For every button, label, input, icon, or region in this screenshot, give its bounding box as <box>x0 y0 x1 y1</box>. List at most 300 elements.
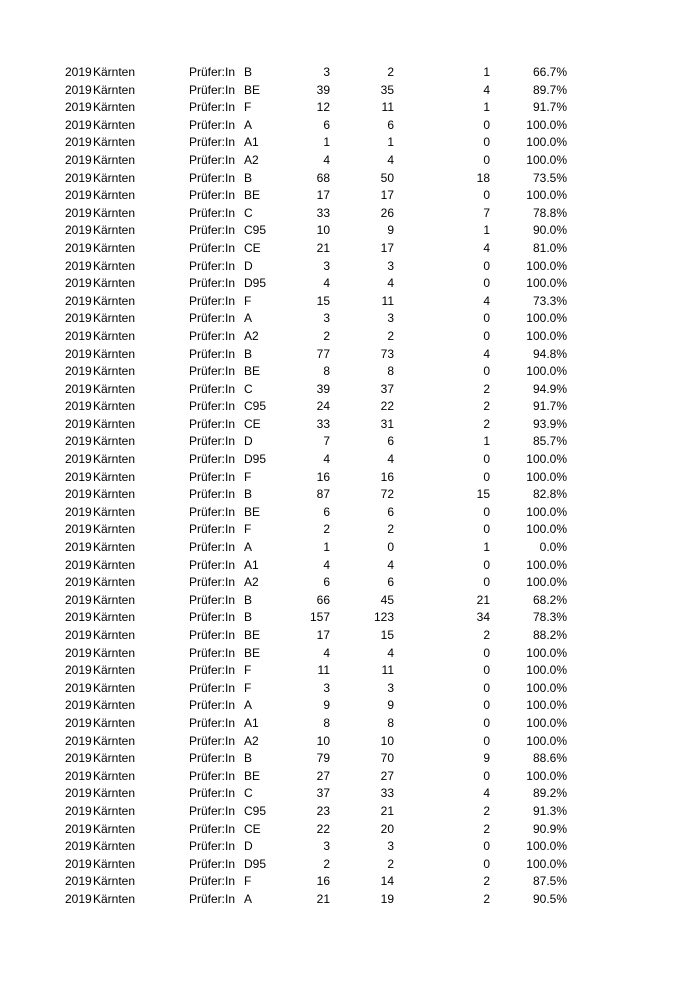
pass-rate-cell: 68.2% <box>532 592 567 607</box>
failed-count-cell: 1 <box>483 434 490 449</box>
region-cell: Kärnten <box>93 452 136 467</box>
year-cell: 2019 <box>65 328 92 343</box>
region-cell: Kärnten <box>93 733 136 748</box>
role-cell: Prüfer:In <box>189 733 236 748</box>
pass-rate-cell: 88.6% <box>532 751 567 766</box>
pass-rate-cell: 100.0% <box>526 575 567 590</box>
total-count-cell: 2 <box>323 328 330 343</box>
role-cell: Prüfer:In <box>189 768 236 783</box>
total-count-cell: 4 <box>323 557 330 572</box>
total-count-cell: 27 <box>316 768 330 783</box>
year-cell: 2019 <box>65 610 92 625</box>
license-class-cell: A <box>244 117 253 132</box>
total-count-cell: 7 <box>323 434 330 449</box>
table-row <box>0 416 700 434</box>
license-class-cell: F <box>244 680 252 695</box>
license-class-cell: F <box>244 469 252 484</box>
passed-count-cell: 27 <box>380 768 394 783</box>
license-class-cell: B <box>244 610 253 625</box>
region-cell: Kärnten <box>93 663 136 678</box>
table-row <box>0 363 700 381</box>
table-row <box>0 680 700 698</box>
license-class-cell: B <box>244 346 253 361</box>
table-row <box>0 82 700 100</box>
license-class-cell: A1 <box>244 135 259 150</box>
license-class-cell: D <box>244 839 253 854</box>
table-row <box>0 486 700 504</box>
total-count-cell: 21 <box>316 240 330 255</box>
failed-count-cell: 2 <box>483 874 490 889</box>
region-cell: Kärnten <box>93 522 136 537</box>
role-cell: Prüfer:In <box>189 856 236 871</box>
table-row <box>0 451 700 469</box>
license-class-cell: C95 <box>244 803 267 818</box>
pass-rate-cell: 100.0% <box>526 645 567 660</box>
pass-rate-cell: 91.3% <box>532 803 567 818</box>
passed-count-cell: 3 <box>387 311 394 326</box>
pass-rate-cell: 88.2% <box>532 628 567 642</box>
year-cell: 2019 <box>65 381 92 396</box>
passed-count-cell: 73 <box>380 346 394 361</box>
total-count-cell: 3 <box>323 839 330 854</box>
table-row <box>0 873 700 891</box>
region-cell: Kärnten <box>93 768 136 783</box>
failed-count-cell: 0 <box>483 311 490 326</box>
table-row <box>0 152 700 170</box>
pass-rate-cell: 100.0% <box>526 768 567 783</box>
passed-count-cell: 20 <box>380 821 394 836</box>
year-cell: 2019 <box>65 821 92 836</box>
passed-count-cell: 11 <box>381 293 394 308</box>
failed-count-cell: 15 <box>476 487 490 502</box>
license-class-cell: D <box>244 434 253 449</box>
year-cell: 2019 <box>65 311 92 326</box>
year-cell: 2019 <box>65 786 92 801</box>
table-row <box>0 856 700 874</box>
failed-count-cell: 9 <box>483 751 490 766</box>
license-class-cell: A <box>244 311 253 326</box>
pass-rate-cell: 100.0% <box>526 715 567 730</box>
table-row <box>0 574 700 592</box>
license-class-cell: CE <box>244 821 261 836</box>
failed-count-cell: 0 <box>483 839 490 854</box>
pass-rate-cell: 82.8% <box>532 487 567 502</box>
region-cell: Kärnten <box>93 891 136 906</box>
total-count-cell: 12 <box>316 100 330 115</box>
year-cell: 2019 <box>65 874 92 889</box>
pass-rate-cell: 73.5% <box>532 170 567 185</box>
passed-count-cell: 45 <box>380 592 394 607</box>
passed-count-cell: 11 <box>381 100 394 115</box>
total-count-cell: 39 <box>316 381 330 396</box>
role-cell: Prüfer:In <box>189 839 236 854</box>
license-class-cell: A <box>244 698 253 713</box>
failed-count-cell: 0 <box>483 856 490 871</box>
failed-count-cell: 4 <box>483 82 490 97</box>
role-cell: Prüfer:In <box>189 293 236 308</box>
pass-rate-cell: 100.0% <box>526 364 567 379</box>
year-cell: 2019 <box>65 346 92 361</box>
table-row <box>0 557 700 575</box>
license-class-cell: F <box>244 293 252 308</box>
role-cell: Prüfer:In <box>189 680 236 695</box>
total-count-cell: 4 <box>323 645 330 660</box>
role-cell: Prüfer:In <box>189 786 236 801</box>
pass-rate-cell: 87.5% <box>532 874 567 889</box>
license-class-cell: D <box>244 258 253 273</box>
total-count-cell: 33 <box>316 416 330 431</box>
region-cell: Kärnten <box>93 293 136 308</box>
total-count-cell: 4 <box>323 152 330 167</box>
failed-count-cell: 0 <box>483 663 490 678</box>
table-row <box>0 521 700 539</box>
failed-count-cell: 0 <box>483 276 490 291</box>
region-cell: Kärnten <box>93 328 136 343</box>
failed-count-cell: 7 <box>483 205 490 220</box>
year-cell: 2019 <box>65 663 92 678</box>
pass-rate-cell: 100.0% <box>526 733 567 748</box>
year-cell: 2019 <box>65 135 92 150</box>
year-cell: 2019 <box>65 364 92 379</box>
license-class-cell: F <box>244 663 252 678</box>
table-row <box>0 609 700 627</box>
failed-count-cell: 0 <box>483 328 490 343</box>
table-row <box>0 381 700 399</box>
total-count-cell: 2 <box>323 522 330 537</box>
region-cell: Kärnten <box>93 399 136 414</box>
license-class-cell: B <box>244 487 253 502</box>
total-count-cell: 66 <box>316 592 330 607</box>
region-cell: Kärnten <box>93 100 136 115</box>
passed-count-cell: 2 <box>387 522 394 537</box>
region-cell: Kärnten <box>93 751 136 766</box>
passed-count-cell: 1 <box>387 135 394 150</box>
pass-rate-cell: 100.0% <box>526 258 567 273</box>
table-row <box>0 310 700 328</box>
passed-count-cell: 9 <box>387 698 394 713</box>
table-row <box>0 187 700 205</box>
total-count-cell: 3 <box>323 311 330 326</box>
region-cell: Kärnten <box>93 364 136 379</box>
failed-count-cell: 2 <box>483 821 490 836</box>
license-class-cell: A <box>244 540 253 555</box>
year-cell: 2019 <box>65 557 92 572</box>
license-class-cell: B <box>244 170 253 185</box>
total-count-cell: 15 <box>316 293 330 308</box>
passed-count-cell: 8 <box>387 715 394 730</box>
region-cell: Kärnten <box>93 645 136 660</box>
license-class-cell: A2 <box>244 575 259 590</box>
year-cell: 2019 <box>65 399 92 414</box>
table-row <box>0 346 700 364</box>
total-count-cell: 17 <box>316 628 330 642</box>
passed-count-cell: 4 <box>387 452 394 467</box>
table-row <box>0 803 700 821</box>
region-cell: Kärnten <box>93 152 136 167</box>
table-row <box>0 838 700 856</box>
role-cell: Prüfer:In <box>189 610 236 625</box>
table-row <box>0 328 700 346</box>
license-class-cell: CE <box>244 240 261 255</box>
license-class-cell: C95 <box>244 399 267 414</box>
year-cell: 2019 <box>65 504 92 519</box>
passed-count-cell: 15 <box>380 628 394 642</box>
year-cell: 2019 <box>65 223 92 238</box>
passed-count-cell: 35 <box>380 82 394 97</box>
year-cell: 2019 <box>65 680 92 695</box>
passed-count-cell: 4 <box>387 557 394 572</box>
region-cell: Kärnten <box>93 803 136 818</box>
failed-count-cell: 0 <box>483 452 490 467</box>
role-cell: Prüfer:In <box>189 416 236 431</box>
region-cell: Kärnten <box>93 381 136 396</box>
role-cell: Prüfer:In <box>189 434 236 449</box>
role-cell: Prüfer:In <box>189 399 236 414</box>
pass-rate-cell: 0.0% <box>539 540 567 555</box>
pass-rate-cell: 94.8% <box>532 346 567 361</box>
table-row <box>0 768 700 786</box>
role-cell: Prüfer:In <box>189 628 236 642</box>
passed-count-cell: 26 <box>380 205 394 220</box>
role-cell: Prüfer:In <box>189 117 236 132</box>
license-class-cell: BE <box>244 628 261 642</box>
region-cell: Kärnten <box>93 680 136 695</box>
pass-rate-cell: 100.0% <box>526 557 567 572</box>
role-cell: Prüfer:In <box>189 469 236 484</box>
region-cell: Kärnten <box>93 82 136 97</box>
failed-count-cell: 4 <box>483 293 490 308</box>
region-cell: Kärnten <box>93 434 136 449</box>
failed-count-cell: 4 <box>483 240 490 255</box>
year-cell: 2019 <box>65 293 92 308</box>
role-cell: Prüfer:In <box>189 381 236 396</box>
failed-count-cell: 0 <box>483 135 490 150</box>
pass-rate-cell: 100.0% <box>526 663 567 678</box>
pass-rate-cell: 66.7% <box>532 65 567 79</box>
role-cell: Prüfer:In <box>189 715 236 730</box>
pass-rate-cell: 73.3% <box>532 293 567 308</box>
pass-rate-cell: 100.0% <box>526 117 567 132</box>
role-cell: Prüfer:In <box>189 487 236 502</box>
role-cell: Prüfer:In <box>189 135 236 150</box>
region-cell: Kärnten <box>93 240 136 255</box>
passed-count-cell: 3 <box>387 258 394 273</box>
region-cell: Kärnten <box>93 311 136 326</box>
failed-count-cell: 4 <box>483 346 490 361</box>
passed-count-cell: 3 <box>387 680 394 695</box>
total-count-cell: 1 <box>323 540 330 555</box>
pass-rate-cell: 100.0% <box>526 188 567 203</box>
passed-count-cell: 72 <box>380 487 394 502</box>
pass-rate-cell: 94.9% <box>532 381 567 396</box>
total-count-cell: 3 <box>323 65 330 79</box>
table-row <box>0 258 700 276</box>
pass-rate-cell: 89.7% <box>532 82 567 97</box>
year-cell: 2019 <box>65 258 92 273</box>
role-cell: Prüfer:In <box>189 663 236 678</box>
year-cell: 2019 <box>65 839 92 854</box>
license-class-cell: BE <box>244 504 261 519</box>
passed-count-cell: 6 <box>387 504 394 519</box>
table-row <box>0 170 700 188</box>
table-row <box>0 205 700 223</box>
region-cell: Kärnten <box>93 135 136 150</box>
role-cell: Prüfer:In <box>189 803 236 818</box>
table-row <box>0 117 700 135</box>
license-class-cell: C <box>244 381 253 396</box>
license-class-cell: C95 <box>244 223 267 238</box>
license-class-cell: D95 <box>244 452 267 467</box>
total-count-cell: 1 <box>323 135 330 150</box>
total-count-cell: 6 <box>323 575 330 590</box>
pass-rate-cell: 100.0% <box>526 276 567 291</box>
table-row <box>0 275 700 293</box>
role-cell: Prüfer:In <box>189 364 236 379</box>
role-cell: Prüfer:In <box>189 821 236 836</box>
failed-count-cell: 0 <box>483 645 490 660</box>
pass-rate-cell: 100.0% <box>526 135 567 150</box>
total-count-cell: 8 <box>323 715 330 730</box>
year-cell: 2019 <box>65 645 92 660</box>
total-count-cell: 8 <box>323 364 330 379</box>
passed-count-cell: 22 <box>380 399 394 414</box>
license-class-cell: BE <box>244 645 261 660</box>
table-row <box>0 821 700 839</box>
license-class-cell: A2 <box>244 152 259 167</box>
role-cell: Prüfer:In <box>189 82 236 97</box>
pass-rate-cell: 100.0% <box>526 311 567 326</box>
total-count-cell: 16 <box>316 874 330 889</box>
total-count-cell: 2 <box>323 856 330 871</box>
role-cell: Prüfer:In <box>189 205 236 220</box>
year-cell: 2019 <box>65 205 92 220</box>
total-count-cell: 22 <box>316 821 330 836</box>
table-row <box>0 750 700 768</box>
license-class-cell: BE <box>244 188 261 203</box>
role-cell: Prüfer:In <box>189 240 236 255</box>
failed-count-cell: 2 <box>483 628 490 642</box>
pass-rate-cell: 78.3% <box>532 610 567 625</box>
license-class-cell: C <box>244 786 253 801</box>
region-cell: Kärnten <box>93 575 136 590</box>
failed-count-cell: 2 <box>483 399 490 414</box>
region-cell: Kärnten <box>93 592 136 607</box>
failed-count-cell: 2 <box>483 416 490 431</box>
failed-count-cell: 18 <box>476 170 490 185</box>
failed-count-cell: 0 <box>483 680 490 695</box>
table-row <box>0 697 700 715</box>
failed-count-cell: 0 <box>483 715 490 730</box>
failed-count-cell: 21 <box>476 592 490 607</box>
passed-count-cell: 21 <box>380 803 394 818</box>
role-cell: Prüfer:In <box>189 557 236 572</box>
role-cell: Prüfer:In <box>189 751 236 766</box>
year-cell: 2019 <box>65 100 92 115</box>
passed-count-cell: 2 <box>387 856 394 871</box>
region-cell: Kärnten <box>93 821 136 836</box>
pass-rate-cell: 90.5% <box>532 891 567 906</box>
pass-rate-cell: 100.0% <box>526 698 567 713</box>
year-cell: 2019 <box>65 170 92 185</box>
year-cell: 2019 <box>65 240 92 255</box>
role-cell: Prüfer:In <box>189 65 236 79</box>
year-cell: 2019 <box>65 416 92 431</box>
pass-rate-cell: 100.0% <box>526 856 567 871</box>
region-cell: Kärnten <box>93 610 136 625</box>
passed-count-cell: 16 <box>380 469 394 484</box>
year-cell: 2019 <box>65 469 92 484</box>
total-count-cell: 87 <box>316 487 330 502</box>
failed-count-cell: 0 <box>483 152 490 167</box>
role-cell: Prüfer:In <box>189 311 236 326</box>
region-cell: Kärnten <box>93 346 136 361</box>
failed-count-cell: 2 <box>483 891 490 906</box>
passed-count-cell: 37 <box>380 381 394 396</box>
year-cell: 2019 <box>65 698 92 713</box>
total-count-cell: 24 <box>316 399 330 414</box>
year-cell: 2019 <box>65 751 92 766</box>
license-class-cell: F <box>244 100 252 115</box>
failed-count-cell: 0 <box>483 258 490 273</box>
failed-count-cell: 0 <box>483 768 490 783</box>
region-cell: Kärnten <box>93 856 136 871</box>
year-cell: 2019 <box>65 434 92 449</box>
year-cell: 2019 <box>65 152 92 167</box>
license-class-cell: A1 <box>244 715 259 730</box>
passed-count-cell: 14 <box>380 874 394 889</box>
total-count-cell: 157 <box>309 610 330 625</box>
region-cell: Kärnten <box>93 117 136 132</box>
passed-count-cell: 4 <box>387 276 394 291</box>
passed-count-cell: 33 <box>380 786 394 801</box>
pass-rate-cell: 100.0% <box>526 504 567 519</box>
license-class-cell: B <box>244 592 253 607</box>
role-cell: Prüfer:In <box>189 874 236 889</box>
failed-count-cell: 0 <box>483 733 490 748</box>
pass-rate-cell: 100.0% <box>526 522 567 537</box>
passed-count-cell: 4 <box>387 152 394 167</box>
year-cell: 2019 <box>65 188 92 203</box>
table-row <box>0 504 700 522</box>
region-cell: Kärnten <box>93 698 136 713</box>
failed-count-cell: 2 <box>483 381 490 396</box>
total-count-cell: 37 <box>316 786 330 801</box>
total-count-cell: 23 <box>316 803 330 818</box>
total-count-cell: 10 <box>316 223 330 238</box>
table-row <box>0 433 700 451</box>
table-row <box>0 539 700 557</box>
failed-count-cell: 1 <box>483 65 490 79</box>
failed-count-cell: 1 <box>483 100 490 115</box>
pass-rate-cell: 93.9% <box>532 416 567 431</box>
total-count-cell: 16 <box>316 469 330 484</box>
table-row <box>0 398 700 416</box>
passed-count-cell: 2 <box>387 328 394 343</box>
failed-count-cell: 1 <box>483 223 490 238</box>
year-cell: 2019 <box>65 803 92 818</box>
failed-count-cell: 4 <box>483 786 490 801</box>
year-cell: 2019 <box>65 65 92 79</box>
passed-count-cell: 6 <box>387 117 394 132</box>
pass-rate-cell: 90.9% <box>532 821 567 836</box>
passed-count-cell: 123 <box>373 610 394 625</box>
region-cell: Kärnten <box>93 276 136 291</box>
total-count-cell: 33 <box>316 205 330 220</box>
pass-rate-cell: 100.0% <box>526 452 567 467</box>
passed-count-cell: 6 <box>387 575 394 590</box>
pass-rate-cell: 100.0% <box>526 839 567 854</box>
region-cell: Kärnten <box>93 540 136 555</box>
